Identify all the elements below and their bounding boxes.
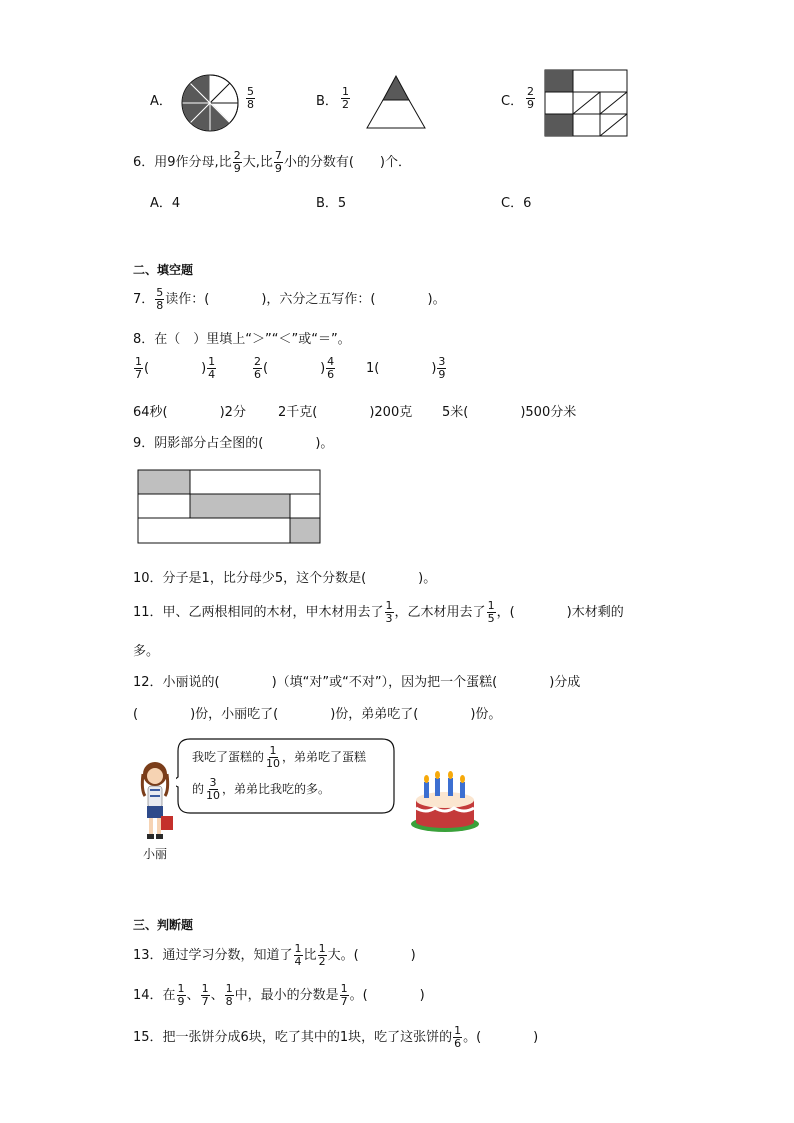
q9-text: 9．阴影部分占全图的( )。 bbox=[133, 436, 334, 451]
option-b: B． bbox=[316, 94, 338, 109]
q6-option-b: B．5 bbox=[316, 196, 347, 211]
q11-text: 11．甲、乙两根相同的木材，甲木材用去了 $\frac{1}{3}$ ，乙木材用去了 $\frac{1}{5}$ ，( )木材剩的 bbox=[133, 599, 624, 625]
grid-figure bbox=[544, 69, 628, 137]
q14-text: 14．在 $\frac{1}{9}$ 、 $\frac{1}{7}$ 、 $\frac{1}{8}$ 中，最小的分数是 $\frac{1}{7}$ 。( ) bbox=[133, 982, 425, 1008]
q8-compare-1: $\frac{1}{7}$ ( ) $\frac{1}{4}$ bbox=[135, 355, 216, 381]
cake-illustration bbox=[408, 770, 482, 834]
q13-text: 13．通过学习分数，知道了 $\frac{1}{4}$ 比 $\frac{1}{2}$ 大。( ) bbox=[133, 942, 416, 968]
q15-text: 15．把一张饼分成6块，吃了其中的1块，吃了这张饼的 $\frac{1}{6}$ 。( ) bbox=[133, 1024, 539, 1050]
bubble-line1: 我吃了蛋糕的 $\frac{1}{10}$ ，弟弟吃了蛋糕 bbox=[192, 744, 367, 770]
circle-figure bbox=[180, 73, 240, 133]
q12-line1: 12．小丽说的( )（填“对”或“不对”），因为把一个蛋糕( )分成 bbox=[133, 675, 581, 690]
option-b-fraction: $\frac{1}{2}$ bbox=[342, 85, 349, 111]
q8-compare-3: 1( ) $\frac{3}{9}$ bbox=[366, 355, 446, 381]
girl-illustration bbox=[133, 760, 179, 844]
section-title-fill: 二、填空题 bbox=[133, 263, 194, 277]
q8-row2-2: 2千克( )200克 bbox=[278, 405, 413, 420]
q8-row2-1: 64秒( )2分 bbox=[133, 405, 246, 420]
q7-text: 7． $\frac{5}{8}$ 读作：( )，六分之五写作：( )。 bbox=[133, 286, 446, 312]
q9-figure bbox=[137, 469, 323, 545]
option-c: C． bbox=[501, 94, 524, 109]
q10-text: 10．分子是1，比分母少5，这个分数是( )。 bbox=[133, 571, 437, 586]
option-a: A． bbox=[150, 94, 172, 109]
option-c-fraction: $\frac{2}{9}$ bbox=[527, 85, 534, 111]
q6-text: 6．用9作分母,比 $\frac{2}{9}$ 大,比 $\frac{7}{9}$ 小的分数有( )个． bbox=[133, 149, 411, 175]
q6-option-a: A．4 bbox=[150, 196, 181, 211]
q8-title: 8．在（ ）里填上“＞”“＜”或“＝”。 bbox=[133, 332, 351, 347]
section-title-judge: 三、判断题 bbox=[133, 918, 194, 932]
q8-row2-3: 5米( )500分米 bbox=[442, 405, 577, 420]
option-a-fraction: $\frac{5}{8}$ bbox=[247, 85, 254, 111]
bubble-line2: 的 $\frac{3}{10}$ ，弟弟比我吃的多。 bbox=[192, 776, 331, 802]
q6-option-c: C．6 bbox=[501, 196, 532, 211]
triangle-figure bbox=[365, 74, 427, 130]
q11-line2: 多。 bbox=[133, 644, 160, 659]
q8-compare-2: $\frac{2}{6}$ ( ) $\frac{4}{6}$ bbox=[254, 355, 335, 381]
girl-name: 小丽 bbox=[143, 847, 168, 861]
q12-line2: ( )份，小丽吃了( )份，弟弟吃了( )份。 bbox=[133, 707, 502, 722]
